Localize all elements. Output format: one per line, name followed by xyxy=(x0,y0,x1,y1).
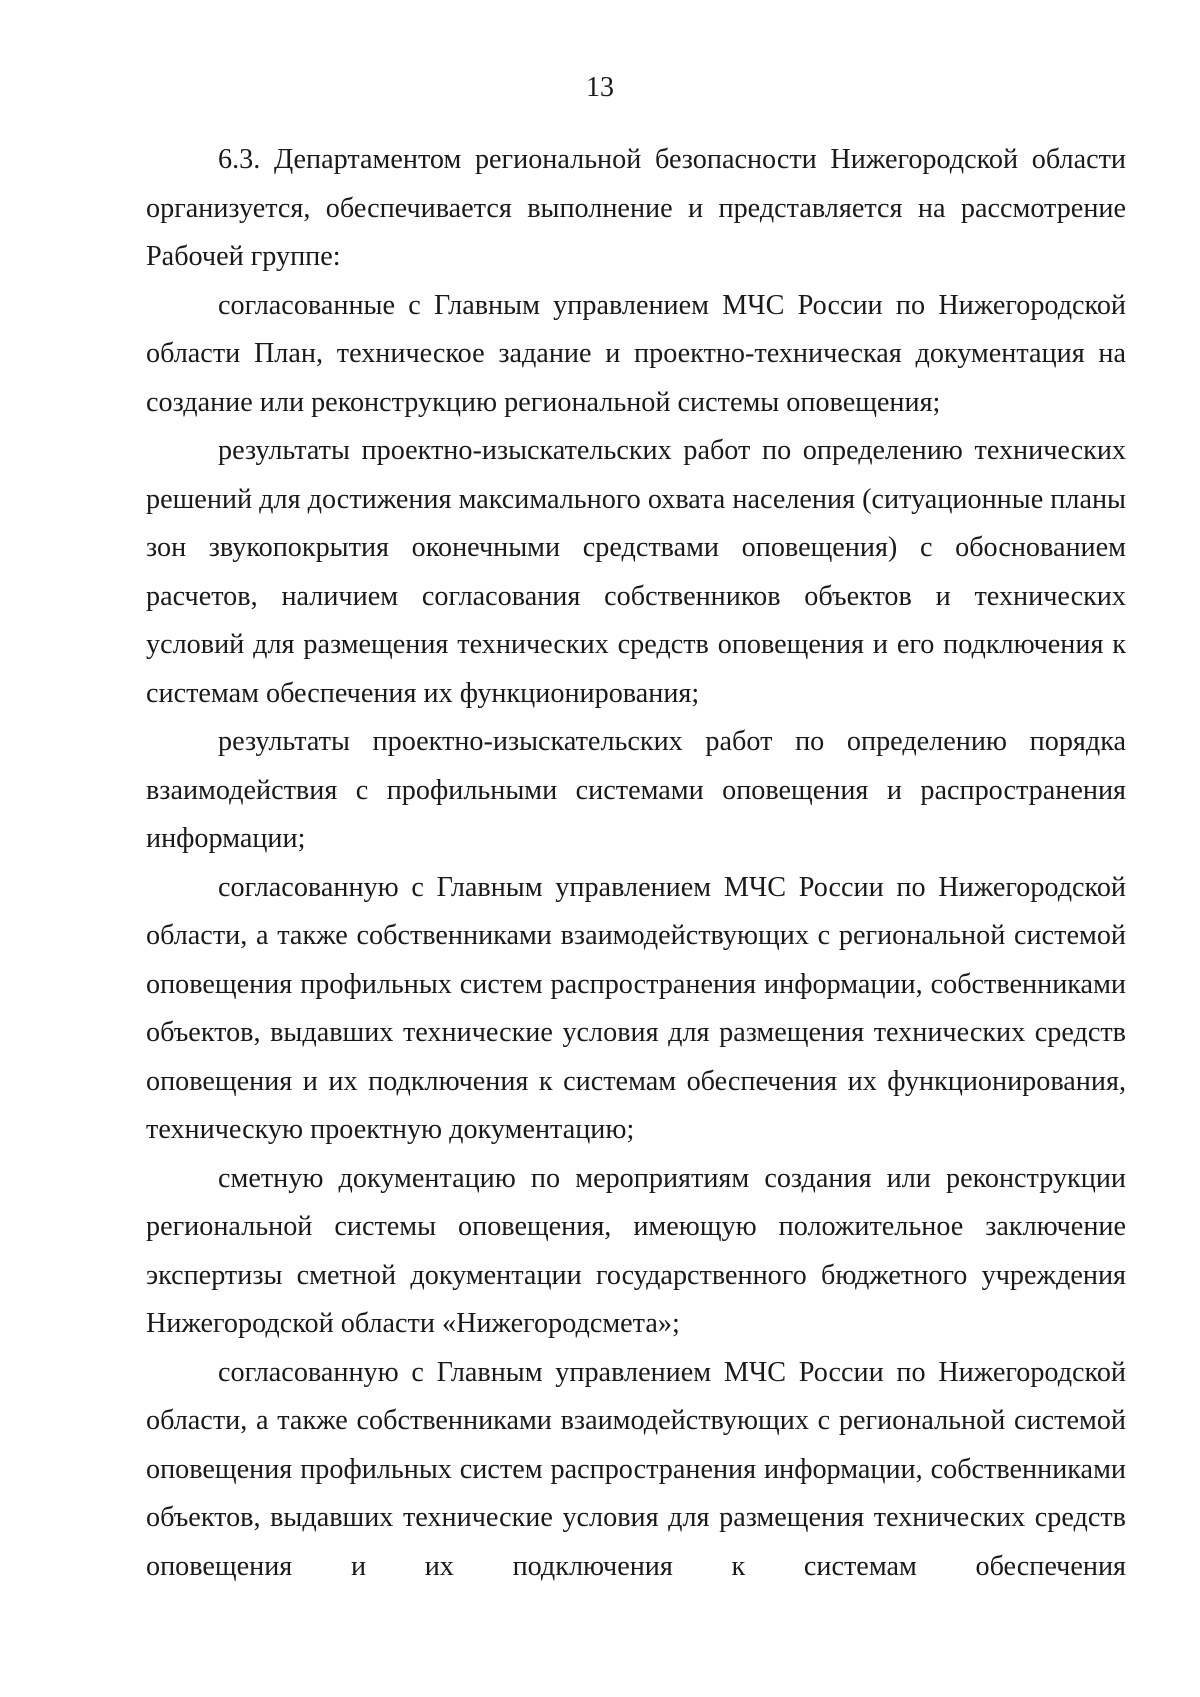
paragraph-survey-interaction: результаты проектно-изыскательских работ по определению порядка взаимодействия с профильными системами оповещения и распространения информации; xyxy=(146,726,1126,854)
paragraph-6-3-intro: 6.3. Департаментом региональной безопасности Нижегородской области организуется, обеспечивается выполнение и представляется на рассмотрение Рабочей группе: xyxy=(146,144,1126,272)
paragraph-agreed-documentation-continued: согласованную с Главным управлением МЧС России по Нижегородской области, а также собственниками взаимодействующих с региональной системой оповещения профильных систем распространения информации, собственниками объектов, выдавших технические условия для размещения технических средств оповещения и их подключения к системам обеспечения xyxy=(146,1356,1126,1582)
paragraph-project-documentation: согласованную с Главным управлением МЧС России по Нижегородской области, а также собственниками взаимодействующих с региональной системой оповещения профильных систем распространения информации, собственниками объектов, выдавших технические условия для размещения технических средств оповещения и их подключения к системам обеспечения их функционирования, техническую проектную документацию; xyxy=(146,871,1126,1145)
paragraph-plan-documentation: согласованные с Главным управлением МЧС России по Нижегородской области План, техническое задание и проектно-техническая документация на создание или реконструкцию региональной системы оповещения; xyxy=(146,289,1126,418)
paragraph-survey-technical-solutions: результаты проектно-изыскательских работ по определению технических решений для достижения максимального охвата населения (ситуационные планы зон звукопокрытия оконечными средствами оповещения) с обоснованием расчетов, наличием согласования собственников объектов и технических условий для размещения технических средств оповещения и его подключения к системам обеспечения их функционирования; xyxy=(146,435,1126,709)
document-body xyxy=(146,136,1126,1591)
page-number: 13 xyxy=(586,72,614,103)
paragraph-estimate-documentation: сметную документацию по мероприятиям создания или реконструкции региональной системы оповещения, имеющую положительное заключение экспертизы сметной документации государственного бюджетного учреждения Нижегородской области «Нижегородсмета»; xyxy=(146,1162,1126,1339)
